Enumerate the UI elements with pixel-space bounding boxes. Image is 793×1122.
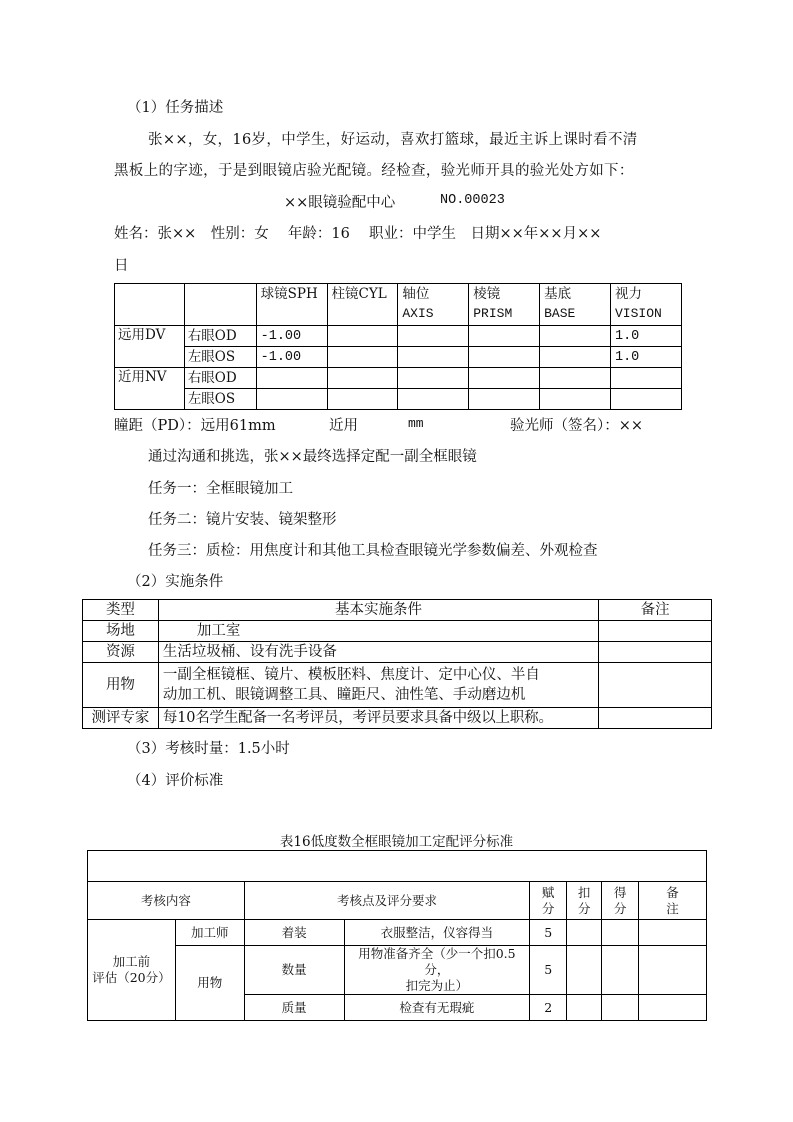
table-row (88, 946, 707, 995)
score-cell: 5 (530, 920, 567, 946)
table-row (115, 389, 682, 410)
pd-near-unit: mm (408, 416, 424, 431)
header-axis-en: AXIS (402, 306, 434, 321)
table-cell (327, 326, 398, 347)
remarks-cell (599, 621, 712, 642)
table-cell (184, 284, 256, 326)
section3-heading: （3）考核时量：1.5小时 (127, 741, 290, 757)
pd-near-label: 近用 (329, 418, 358, 434)
header-axis-cn: 轴位 (402, 286, 430, 302)
table-row (83, 642, 712, 663)
vision-value: 1.0 (610, 326, 681, 347)
header-axis (398, 284, 469, 326)
requirement-cell: 检查有无瑕疵 (344, 995, 530, 1021)
scoring-table (87, 850, 707, 1021)
header-prism-en: PRISM (473, 306, 513, 321)
requirement-cell (344, 946, 530, 995)
header-base-cn: 基底 (544, 286, 572, 302)
eye-label: 右眼OD (184, 326, 256, 347)
header-de-1: 得 (613, 884, 627, 900)
header-kou-1: 扣 (577, 884, 591, 900)
group-line1: 加工前 (112, 954, 151, 969)
patient-info-line2: 日 (114, 258, 129, 274)
table-cell (639, 920, 707, 946)
item-cell: 着装 (244, 920, 344, 946)
header-kou (567, 882, 602, 920)
item-cell: 质量 (244, 995, 344, 1021)
header-de (602, 882, 639, 920)
table-cell (398, 347, 469, 368)
requirement-line1: 用物准备齐全（少一个扣0.5分， (358, 946, 516, 977)
header-bei-2: 注 (666, 900, 679, 916)
task-three: 任务三：质检：用焦度计和其他工具检查眼镜光学参数偏差、外观检查 (148, 543, 598, 559)
eye-label: 左眼OS (184, 389, 256, 410)
table-row (88, 851, 707, 882)
task-one: 任务一：全框眼镜加工 (148, 481, 293, 497)
table-row (115, 347, 682, 368)
conditions-line1: 一副全框镜框、镜片、模板胚料、焦度计、定中心仪、半自 (162, 667, 540, 683)
header-fu-1: 赋 (541, 884, 555, 900)
table-cell (639, 995, 707, 1021)
table-cell (469, 347, 540, 368)
table-row (83, 621, 712, 642)
prescription-table (114, 283, 682, 410)
table-cell (602, 995, 639, 1021)
table-cell (540, 347, 611, 368)
table-cell (610, 368, 681, 389)
table-cell (256, 389, 327, 410)
prescription-number: NO.00023 (440, 193, 505, 208)
table-cell (567, 920, 602, 946)
header-kou-2: 分 (577, 900, 591, 916)
group-pre-processing (88, 920, 176, 1021)
table-cell (540, 368, 611, 389)
sph-value: -1.00 (256, 347, 327, 368)
header-content: 考核内容 (88, 882, 245, 920)
item-cell: 数量 (244, 946, 344, 995)
task-paragraph-line2: 黑板上的字迹，于是到眼镜店验光配镜。经检查，验光师开具的验光处方如下： (114, 163, 634, 179)
patient-info-line1: 姓名：张×× 性别：女 年龄：16 职业：中学生 日期××年××月×× (114, 226, 602, 242)
table-cell (602, 946, 639, 995)
type-cell: 测评专家 (83, 708, 159, 729)
table-cell (567, 946, 602, 995)
header-fu-2: 分 (541, 900, 555, 916)
type-cell: 场地 (83, 621, 159, 642)
table-cell (540, 326, 611, 347)
group-near: 近用NV (115, 368, 185, 410)
header-cyl: 柱镜CYL (327, 284, 398, 326)
header-prism-cn: 棱镜 (473, 286, 501, 302)
table-cell (567, 995, 602, 1021)
conditions-cell: 生活垃圾桶、设有洗手设备 (158, 642, 598, 663)
remarks-cell (599, 708, 712, 729)
table-cell (256, 368, 327, 389)
type-cell: 用物 (83, 663, 159, 708)
table-cell (540, 389, 611, 410)
table-row (83, 600, 712, 621)
table-row (83, 708, 712, 729)
optometrist-signature: 验光师（签名）：×× (510, 418, 644, 434)
header-remarks: 备注 (599, 600, 712, 621)
header-vision (610, 284, 681, 326)
table-row (115, 368, 682, 389)
tasks-intro: 通过沟通和挑选，张××最终选择定配一副全框眼镜 (148, 449, 477, 465)
table-cell (639, 946, 707, 995)
table-cell (327, 389, 398, 410)
table-cell (469, 368, 540, 389)
section2-heading: （2）实施条件 (127, 574, 224, 590)
prescription-center-title: ××眼镜验配中心 (284, 195, 396, 211)
score-cell: 5 (530, 946, 567, 995)
category-cell: 用物 (175, 946, 244, 1021)
conditions-table (82, 599, 712, 729)
header-fu (530, 882, 567, 920)
table-row (115, 326, 682, 347)
header-points: 考核点及评分要求 (244, 882, 529, 920)
table-cell (327, 347, 398, 368)
table-cell (327, 368, 398, 389)
header-conditions: 基本实施条件 (158, 600, 598, 621)
header-vision-cn: 视力 (614, 286, 642, 302)
table-cell (398, 389, 469, 410)
group-line2: 评估（20分） (92, 970, 171, 985)
table-row (88, 882, 707, 920)
header-bei (639, 882, 707, 920)
pd-distance: 瞳距（PD）：远用61mm (114, 418, 276, 434)
requirement-cell: 衣服整洁，仪容得当 (344, 920, 530, 946)
header-sph: 球镜SPH (256, 284, 327, 326)
conditions-cell: 每10名学生配备一名考评员，考评员要求具备中级以上职称。 (158, 708, 598, 729)
table-cell (115, 284, 185, 326)
header-vision-en: VISION (614, 306, 662, 321)
group-distance: 远用DV (115, 326, 185, 368)
table-cell (398, 368, 469, 389)
table-cell (398, 326, 469, 347)
header-prism (469, 284, 540, 326)
score-table-caption: 表16低度数全框眼镜加工定配评分标准 (279, 834, 514, 850)
table-cell (469, 326, 540, 347)
table-row (88, 920, 707, 946)
score-cell: 2 (530, 995, 567, 1021)
type-cell: 资源 (83, 642, 159, 663)
category-cell: 加工师 (175, 920, 244, 946)
conditions-line2: 动加工机、眼镜调整工具、瞳距尺、油性笔、手动磨边机 (162, 687, 526, 703)
conditions-cell: 加工室 (158, 621, 598, 642)
table-row (115, 284, 682, 326)
task-paragraph-line1: 张××，女，16岁，中学生，好运动，喜欢打篮球，最近主诉上课时看不清 (148, 132, 638, 148)
table-cell (602, 920, 639, 946)
remarks-cell (599, 663, 712, 708)
eye-label: 右眼OD (184, 368, 256, 389)
header-bei-1: 备 (666, 884, 679, 900)
requirement-line2: 扣完为止） (405, 978, 469, 993)
table-cell (469, 389, 540, 410)
table-row (83, 663, 712, 708)
section1-heading: （1）任务描述 (127, 100, 224, 116)
header-type: 类型 (83, 600, 159, 621)
sph-value: -1.00 (256, 326, 327, 347)
task-two: 任务二：镜片安装、镜架整形 (148, 512, 337, 528)
conditions-cell (158, 663, 598, 708)
section4-heading: （4）评价标准 (127, 773, 224, 789)
eye-label: 左眼OS (184, 347, 256, 368)
header-base-en: BASE (544, 306, 576, 321)
table-cell (610, 389, 681, 410)
header-de-2: 分 (613, 900, 627, 916)
remarks-cell (599, 642, 712, 663)
table-cell (88, 851, 707, 882)
header-base (540, 284, 611, 326)
vision-value: 1.0 (610, 347, 681, 368)
